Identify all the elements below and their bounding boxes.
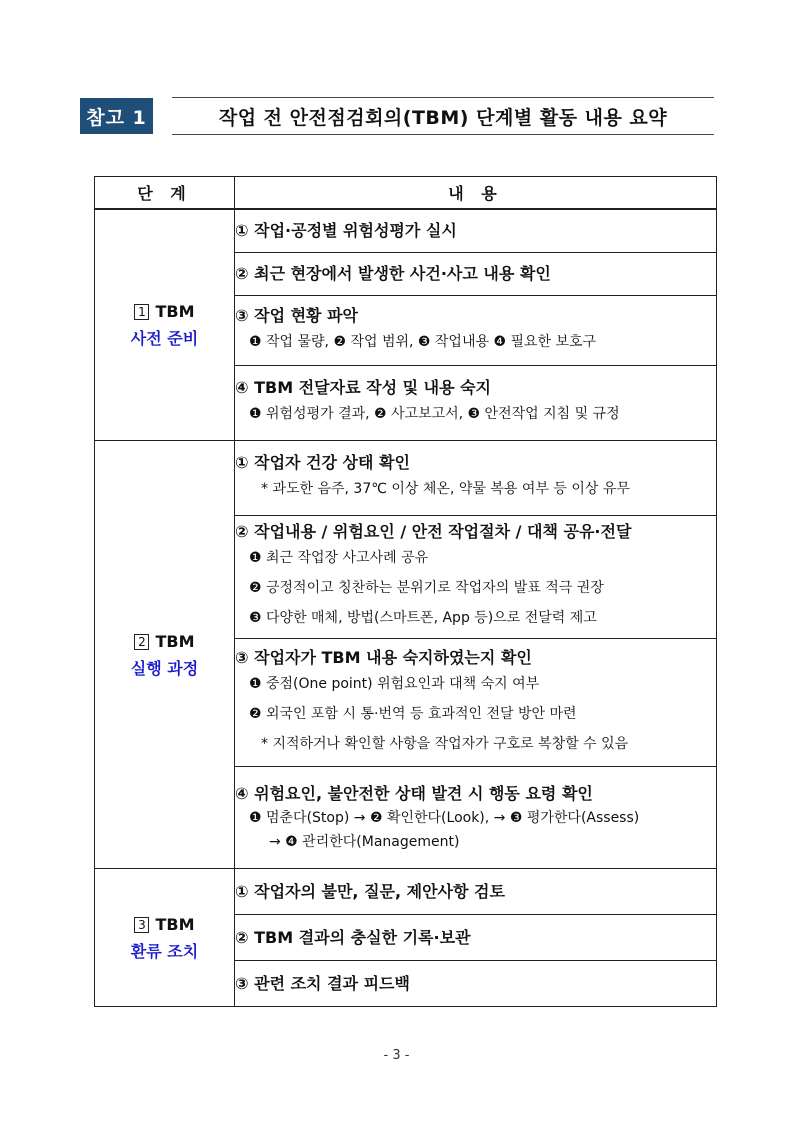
content-cell [235, 209, 717, 253]
stage-cell-1 [95, 209, 235, 441]
page-header [80, 97, 714, 135]
stage-number-box: 1 [134, 304, 149, 320]
stage-cell-2 [95, 441, 235, 869]
content-cell [235, 296, 717, 366]
stage-subtitle: 환류 조치 [130, 941, 199, 961]
content-cell [235, 253, 717, 296]
item-title: ③ 관련 조치 결과 피드백 [235, 973, 410, 993]
content-cell [235, 767, 717, 869]
item-detail: ❶ 최근 작업장 사고사례 공유 [249, 550, 429, 566]
item-detail: ❶ 멈춘다(Stop) → ❷ 확인한다(Look), → ❸ 평가한다(Assess) [249, 809, 640, 826]
table-row [95, 441, 717, 516]
item-title: ① 작업·공정별 위험성평가 실시 [235, 221, 457, 240]
stage-subtitle: 사전 준비 [130, 329, 199, 348]
page-number: - 3 - [383, 1048, 410, 1063]
table-row [95, 209, 717, 253]
table-header-row [95, 177, 717, 210]
stage-number-box: 2 [134, 634, 149, 650]
item-detail: ❶ 위험성평가 결과, ❷ 사고보고서, ❸ 안전작업 지침 및 규정 [249, 406, 620, 422]
table-row [95, 869, 717, 915]
item-note: * 지적하거나 확인할 사항을 작업자가 구호로 복창할 수 있음 [261, 735, 629, 752]
stage-label: TBM [155, 914, 195, 934]
item-title: ④ TBM 전달자료 작성 및 내용 숙지 [235, 378, 492, 397]
item-detail: ❷ 외국인 포함 시 통·번역 등 효과적인 전달 방안 마련 [249, 705, 577, 722]
item-note: * 과도한 음주, 37℃ 이상 체온, 약물 복용 여부 등 이상 유무 [261, 481, 630, 497]
item-detail: ❶ 중점(One point) 위험요인과 대책 숙지 여부 [249, 675, 540, 692]
item-detail: → ❹ 관리한다(Management) [269, 833, 460, 850]
item-title: ③ 작업자가 TBM 내용 숙지하였는지 확인 [235, 647, 532, 667]
item-title: ④ 위험요인, 불안전한 상태 발견 시 행동 요령 확인 [235, 783, 593, 803]
item-title: ① 작업자 건강 상태 확인 [235, 453, 410, 472]
content-cell [235, 869, 717, 915]
item-detail: ❸ 다양한 매체, 방법(스마트폰, App 등)으로 전달력 제고 [249, 610, 597, 626]
content-cell [235, 516, 717, 639]
content-cell [235, 366, 717, 441]
item-detail: ❶ 작업 물량, ❷ 작업 범위, ❸ 작업내용 ❹ 필요한 보호구 [249, 333, 597, 350]
page-title: 작업 전 안전점검회의(TBM) 단계별 활동 내용 요약 [172, 97, 714, 135]
content-cell [235, 915, 717, 961]
reference-badge: 참고 1 [80, 98, 153, 134]
item-title: ② TBM 결과의 충실한 기록·보관 [235, 927, 471, 947]
stage-column-header: 단 계 [95, 177, 235, 210]
stage-label: TBM [155, 631, 195, 651]
content-cell [235, 441, 717, 516]
stage-number-box: 3 [134, 917, 149, 933]
item-title: ② 작업내용 / 위험요인 / 안전 작업절차 / 대책 공유·전달 [235, 522, 632, 541]
stage-cell-3 [95, 869, 235, 1007]
item-title: ② 최근 현장에서 발생한 사건·사고 내용 확인 [235, 264, 551, 283]
tbm-summary-table [94, 176, 717, 1007]
content-cell [235, 639, 717, 767]
item-title: ① 작업자의 불만, 질문, 제안사항 검토 [235, 881, 505, 901]
content-column-header: 내 용 [235, 177, 717, 210]
item-detail: ❷ 긍정적이고 칭찬하는 분위기로 작업자의 발표 적극 권장 [249, 580, 604, 596]
stage-label: TBM [155, 302, 195, 321]
item-title: ③ 작업 현황 파악 [235, 305, 358, 325]
stage-subtitle: 실행 과정 [130, 658, 199, 678]
content-cell [235, 961, 717, 1007]
